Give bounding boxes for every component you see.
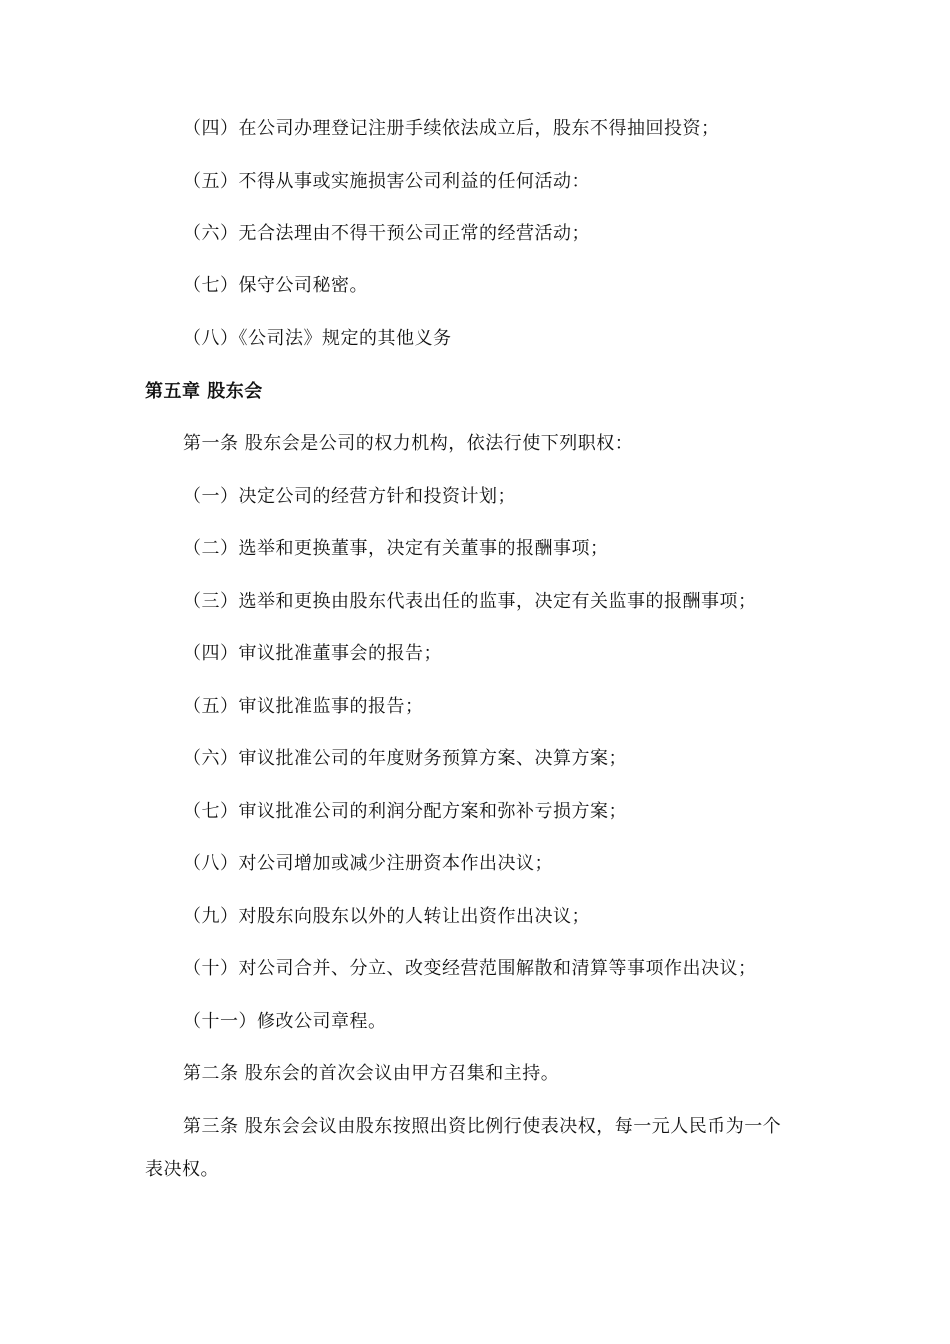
obligation-item-8: （八）《公司法》规定的其他义务 xyxy=(183,328,452,349)
article-1-item-1: （一）决定公司的经营方针和投资计划； xyxy=(183,486,516,507)
article-1-item-5: （五）审议批准监事的报告； xyxy=(183,696,424,717)
article-1-intro: 第一条 股东会是公司的权力机构，依法行使下列职权： xyxy=(183,433,634,454)
article-3-line-2: 表决权。 xyxy=(145,1159,219,1180)
obligation-item-7: （七）保守公司秘密。 xyxy=(183,275,368,296)
article-1-item-9: （九）对股东向股东以外的人转让出资作出决议； xyxy=(183,906,590,927)
obligation-item-5: （五）不得从事或实施损害公司利益的任何活动： xyxy=(183,171,590,192)
article-1-item-4: （四）审议批准董事会的报告； xyxy=(183,643,442,664)
article-1-item-6: （六）审议批准公司的年度财务预算方案、决算方案； xyxy=(183,748,627,769)
article-1-item-11: （十一）修改公司章程。 xyxy=(183,1011,387,1032)
article-1-item-10: （十）对公司合并、分立、改变经营范围解散和清算等事项作出决议； xyxy=(183,958,757,979)
article-3-line-1: 第三条 股东会会议由股东按照出资比例行使表决权，每一元人民币为一个 xyxy=(183,1116,782,1137)
obligation-item-6: （六）无合法理由不得干预公司正常的经营活动； xyxy=(183,223,590,244)
article-1-item-7: （七）审议批准公司的利润分配方案和弥补亏损方案； xyxy=(183,801,627,822)
article-1-item-8: （八）对公司增加或减少注册资本作出决议； xyxy=(183,853,553,874)
chapter-title: 第五章 股东会 xyxy=(145,381,263,402)
article-1-item-2: （二）选举和更换董事，决定有关董事的报酬事项； xyxy=(183,538,609,559)
article-2: 第二条 股东会的首次会议由甲方召集和主持。 xyxy=(183,1063,560,1084)
article-1-item-3: （三）选举和更换由股东代表出任的监事，决定有关监事的报酬事项； xyxy=(183,591,757,612)
obligation-item-4: （四）在公司办理登记注册手续依法成立后，股东不得抽回投资； xyxy=(183,118,720,139)
